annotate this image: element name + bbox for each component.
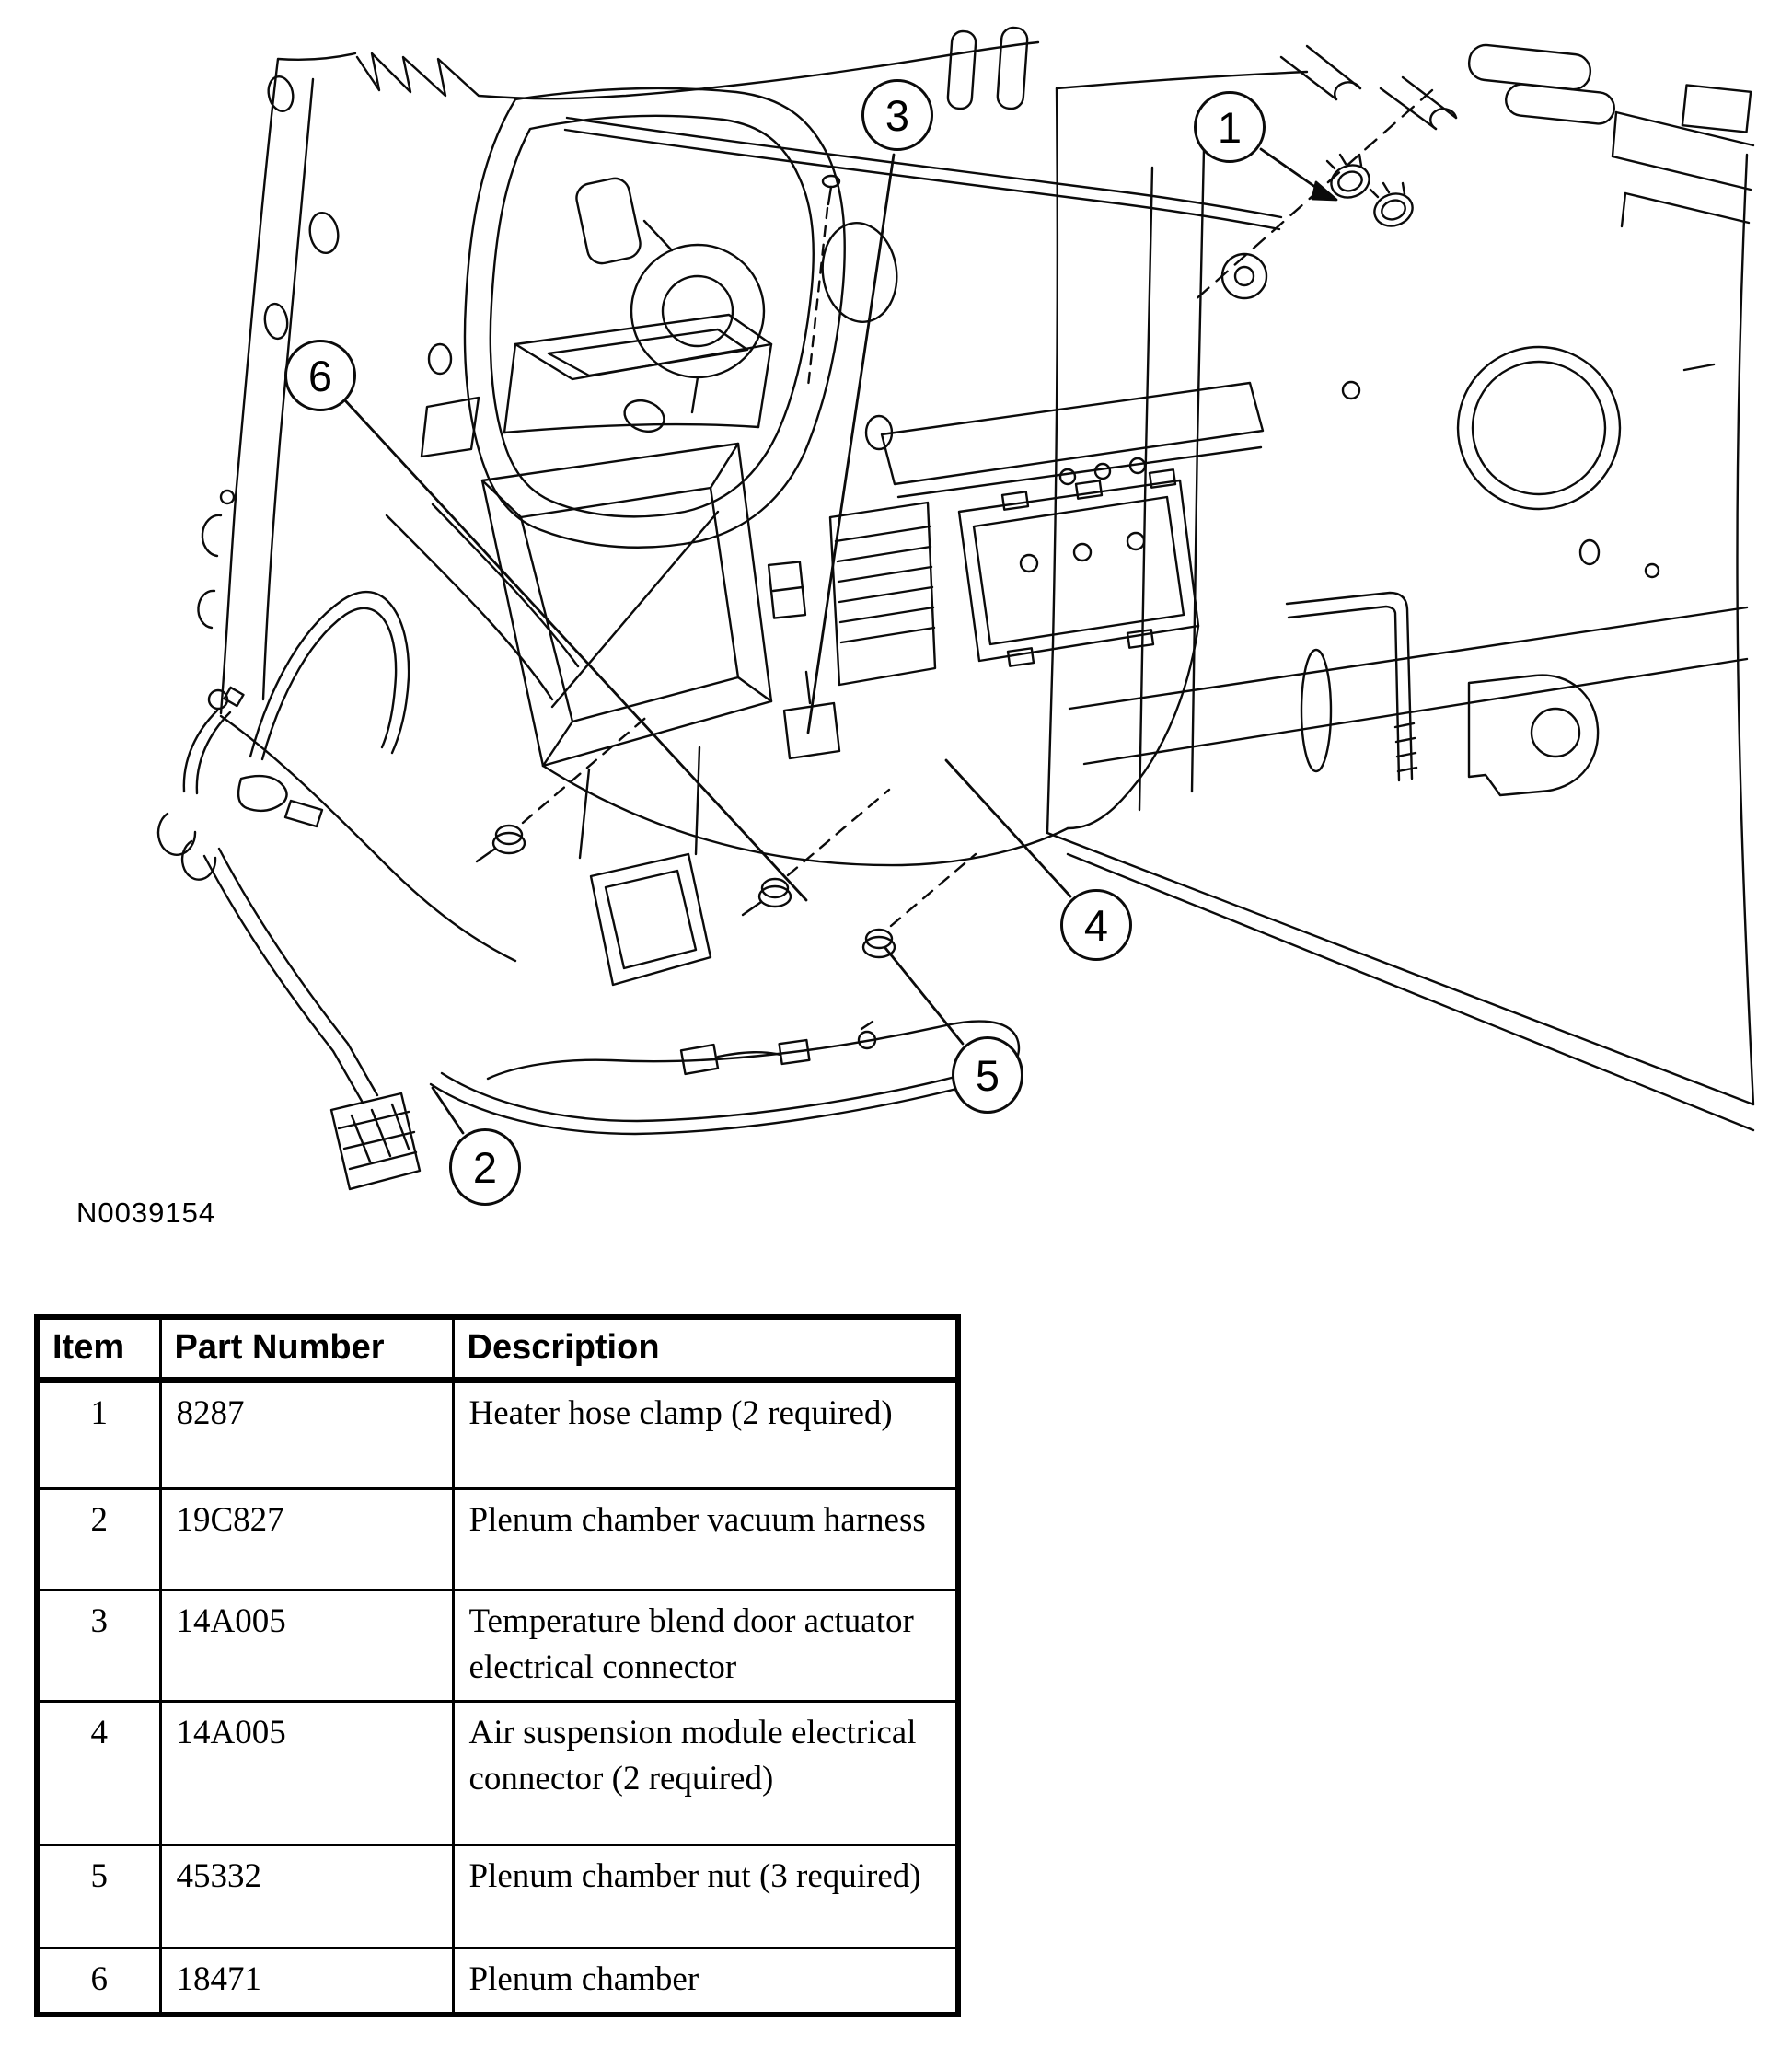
heater-hoses: [1193, 43, 1753, 302]
cell-description: Temperature blend door actuator electrical connector: [453, 1590, 958, 1702]
callout-2: 2: [449, 1128, 521, 1206]
figure-id-label: N0039154: [76, 1196, 216, 1229]
cell-part-number: 18471: [160, 1948, 453, 2016]
callout-5: 5: [952, 1036, 1023, 1114]
parts-table: [34, 1314, 961, 2017]
cell-part-number: 19C827: [160, 1489, 453, 1590]
parts-table-container: [34, 1314, 961, 2017]
header-item: Item: [37, 1317, 160, 1381]
cell-description: Air suspension module electrical connector (2 required): [453, 1702, 958, 1845]
table-row: [37, 1590, 958, 1702]
right-panel: [1047, 72, 1753, 1130]
left-pillar: [198, 53, 515, 961]
cell-item: 4: [37, 1702, 160, 1845]
cell-description: Plenum chamber: [453, 1948, 958, 2016]
callout-6: 6: [284, 340, 356, 411]
header-description: Description: [453, 1317, 958, 1381]
cell-part-number: 8287: [160, 1381, 453, 1489]
leader-3: [808, 155, 894, 733]
callout-1: 1: [1194, 91, 1266, 163]
table-row: [37, 1702, 958, 1845]
table-row: [37, 1489, 958, 1590]
vacuum-harness: [158, 592, 1019, 1189]
leader-4: [946, 760, 1070, 896]
cowl-vents: [947, 27, 1028, 110]
header-part-number: Part Number: [160, 1317, 453, 1381]
cell-description: Plenum chamber vacuum harness: [453, 1489, 958, 1590]
callout-3: 3: [861, 79, 933, 151]
table-row: [37, 1381, 958, 1489]
parts-table-header-row: [37, 1317, 958, 1381]
cell-item: 1: [37, 1381, 160, 1489]
callout-4: 4: [1060, 889, 1132, 961]
table-row: [37, 1845, 958, 1948]
leader-6: [344, 399, 806, 900]
cell-part-number: 14A005: [160, 1590, 453, 1702]
cell-item: 5: [37, 1845, 160, 1948]
cell-part-number: 14A005: [160, 1702, 453, 1845]
plenum-nuts: [477, 714, 976, 957]
table-row: [37, 1948, 958, 2016]
callout-leader-lines: [344, 149, 1336, 1133]
cell-description: Heater hose clamp (2 required): [453, 1381, 958, 1489]
cell-description: Plenum chamber nut (3 required): [453, 1845, 958, 1948]
cell-part-number: 45332: [160, 1845, 453, 1948]
cell-item: 6: [37, 1948, 160, 2016]
leader-1: [1261, 149, 1322, 191]
cell-item: 3: [37, 1590, 160, 1702]
cell-item: 2: [37, 1489, 160, 1590]
